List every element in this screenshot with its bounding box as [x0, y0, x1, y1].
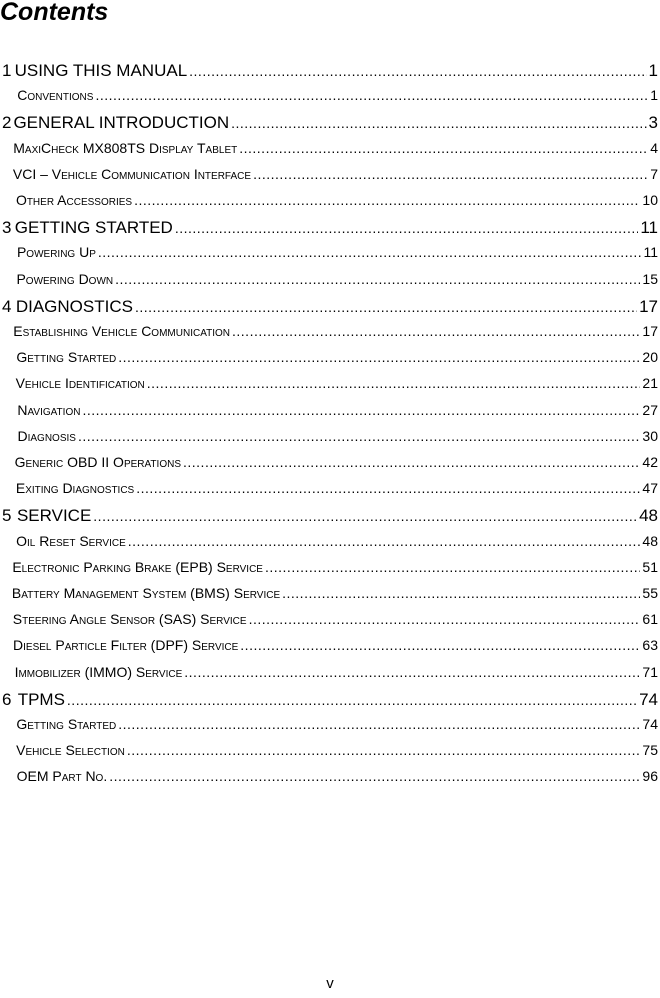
- dot-leader: [118, 716, 640, 732]
- page-title: Contents: [0, 0, 109, 26]
- toc-entry-page: 47: [642, 480, 658, 497]
- dot-leader: [239, 140, 648, 156]
- toc-entry-page: 48: [642, 532, 658, 549]
- dot-leader: [118, 349, 640, 365]
- dot-leader: [253, 166, 648, 182]
- toc-entry-page: 74: [642, 716, 658, 732]
- toc-section-entry[interactable]: [0, 637, 660, 663]
- dot-leader: [95, 87, 648, 103]
- toc-chapter-entry[interactable]: [0, 506, 660, 532]
- toc-section-entry[interactable]: [0, 585, 660, 611]
- toc-entry-title: Oil Reset Service: [16, 532, 126, 549]
- toc-entry-number: 5: [2, 506, 12, 526]
- toc-chapter-entry[interactable]: [0, 113, 660, 139]
- page-number: v: [326, 975, 334, 992]
- toc-entry-number: 2: [2, 113, 12, 133]
- toc-section-entry[interactable]: [0, 349, 660, 375]
- toc-entry-title: Steering Angle Sensor (SAS) Service: [12, 611, 247, 628]
- toc-entry-page: 48: [639, 506, 658, 526]
- toc-section-entry[interactable]: [0, 87, 660, 113]
- toc-entry-page: 71: [642, 663, 658, 680]
- toc-chapter-entry[interactable]: [0, 690, 660, 716]
- dot-leader: [67, 692, 637, 708]
- toc-entry-page: 96: [642, 768, 658, 785]
- toc-entry-number: 4: [2, 296, 12, 316]
- toc-entry-page: 27: [642, 401, 658, 418]
- toc-entry-page: 75: [642, 742, 658, 759]
- toc-entry-title: DIAGNOSTICS: [15, 296, 133, 316]
- toc-entry-title: Diesel Particle Filter (DPF) Service: [13, 637, 239, 654]
- toc-section-entry[interactable]: [0, 140, 660, 166]
- toc-entry-title: Electronic Parking Brake (EPB) Service: [12, 558, 263, 575]
- toc-entry-page: 20: [642, 349, 658, 366]
- dot-leader: [147, 375, 641, 391]
- toc-entry-title: TPMS: [17, 689, 65, 709]
- toc-section-entry[interactable]: [0, 402, 660, 428]
- toc-entry-page: 55: [642, 585, 658, 601]
- toc-section-entry[interactable]: [0, 533, 660, 559]
- toc-entry-number: 6: [2, 689, 12, 709]
- toc-entry-page: 7: [650, 165, 658, 182]
- dot-leader: [135, 299, 637, 315]
- dot-leader: [231, 115, 646, 131]
- toc-entry-page: 10: [642, 192, 658, 208]
- toc-chapter-entry[interactable]: [0, 297, 660, 323]
- toc-entry-number: 1: [2, 61, 12, 80]
- dot-leader: [82, 402, 640, 418]
- toc-section-entry[interactable]: [0, 323, 660, 349]
- dot-leader: [183, 454, 640, 470]
- toc-section-entry[interactable]: [0, 716, 660, 742]
- toc-entry-title: Getting Started: [16, 349, 117, 366]
- toc-entry-title: SERVICE: [16, 506, 92, 526]
- dot-leader: [265, 559, 640, 575]
- toc-section-entry[interactable]: [0, 375, 660, 401]
- toc-entry-page: 21: [642, 375, 658, 392]
- toc-entry-page: 74: [639, 689, 658, 709]
- toc-entry-title: Diagnosis: [17, 427, 76, 444]
- toc-entry-page: 17: [639, 296, 658, 316]
- toc-section-entry[interactable]: [0, 271, 660, 297]
- dot-leader: [232, 323, 640, 339]
- toc-entry-page: 51: [642, 558, 658, 575]
- toc-section-entry[interactable]: [0, 480, 660, 506]
- dot-leader: [175, 220, 639, 236]
- toc-chapter-entry[interactable]: [0, 61, 660, 87]
- toc-entry-page: 63: [642, 637, 658, 654]
- toc-entry-title: VCI – Vehicle Communication Interface: [12, 165, 252, 182]
- toc-entry-title: OEM Part No.: [16, 768, 108, 785]
- toc-entry-title: USING THIS MANUAL: [14, 61, 188, 80]
- toc-chapter-entry[interactable]: [0, 218, 660, 244]
- dot-leader: [127, 742, 641, 758]
- toc-entry-page: 30: [642, 427, 658, 444]
- toc-entry-title: Vehicle Selection: [16, 742, 125, 759]
- toc-entry-title: GETTING STARTED: [14, 218, 173, 238]
- dot-leader: [128, 533, 641, 549]
- toc-entry-page: 4: [650, 139, 658, 156]
- toc-entry-title: Battery Management System (BMS) Service: [11, 585, 281, 601]
- toc-entry-title: Generic OBD II Operations: [14, 454, 181, 470]
- toc-entry-title: Exiting Diagnostics: [15, 480, 135, 497]
- toc-entry-page: 17: [642, 323, 658, 339]
- dot-leader: [109, 768, 640, 784]
- toc-entry-title: Vehicle Identification: [15, 375, 145, 392]
- toc-entry-page: 15: [642, 270, 658, 287]
- toc-entry-number: 3: [2, 218, 12, 238]
- toc-entry-title: Navigation: [17, 401, 81, 418]
- dot-leader: [134, 192, 640, 208]
- toc-section-entry[interactable]: [0, 559, 660, 585]
- toc-section-entry[interactable]: [0, 742, 660, 768]
- dot-leader: [78, 428, 640, 444]
- toc-entry-title: MaxiCheck MX808TS Display Tablet: [13, 139, 238, 156]
- toc-entry-title: Establishing Vehicle Communication: [13, 323, 231, 339]
- toc-entry-title: Getting Started: [16, 716, 117, 732]
- dot-leader: [98, 244, 642, 260]
- dot-leader: [189, 63, 646, 79]
- dot-leader: [136, 480, 640, 496]
- dot-leader: [249, 611, 641, 627]
- toc-section-entry[interactable]: [0, 611, 660, 637]
- toc-section-entry[interactable]: [0, 244, 660, 270]
- dot-leader: [184, 664, 640, 680]
- toc-section-entry[interactable]: [0, 428, 660, 454]
- toc-entry-title: Powering Down: [16, 270, 114, 287]
- dot-leader: [282, 585, 640, 601]
- toc-entry-page: 1: [650, 87, 658, 104]
- toc-entry-page: 11: [643, 244, 658, 261]
- dot-leader: [240, 637, 640, 653]
- toc-section-entry[interactable]: [0, 192, 660, 218]
- toc-section-entry[interactable]: [0, 454, 660, 480]
- toc-entry-page: 61: [642, 611, 658, 628]
- toc-entry-title: Other Accessories: [15, 192, 133, 208]
- toc-entry-title: Conventions: [17, 87, 94, 104]
- dot-leader: [115, 271, 640, 287]
- toc-entry-page: 42: [642, 454, 658, 470]
- toc-entry-title: GENERAL INTRODUCTION: [13, 113, 230, 133]
- toc-section-entry[interactable]: [0, 664, 660, 690]
- toc-section-entry[interactable]: [0, 768, 660, 794]
- toc-entry-title: Immobilizer (IMMO) Service: [14, 663, 183, 680]
- toc-section-entry[interactable]: [0, 166, 660, 192]
- toc-entry-page: 11: [640, 218, 658, 238]
- toc-entry-page: 3: [648, 113, 658, 133]
- dot-leader: [93, 508, 637, 524]
- toc-entry-page: 1: [648, 61, 658, 80]
- toc-entry-title: Powering Up: [16, 244, 96, 261]
